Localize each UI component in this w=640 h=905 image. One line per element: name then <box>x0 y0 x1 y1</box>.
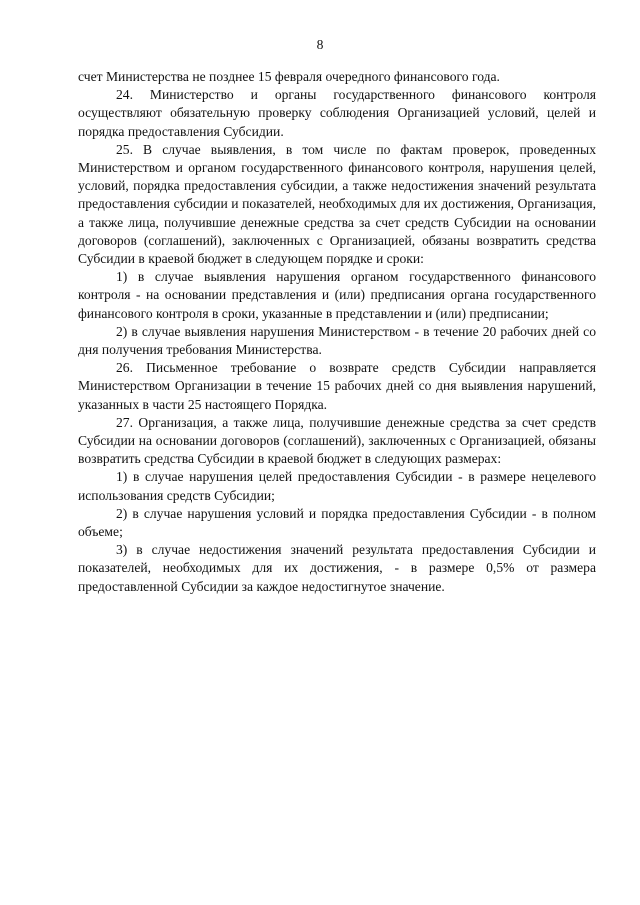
page-number: 8 <box>316 37 324 52</box>
paragraph-25-item-1: 1) в случае выявления нарушения органом государственного финансового контроля - на основании представления и (или) предписания органа государственного финансового контроля в сроки, указанные в представлении и (или) предписании; <box>78 269 596 321</box>
document-body <box>78 68 596 596</box>
paragraph-25: 25. В случае выявления, в том числе по фактам проверок, проведенных Министерством и органом государственного финансового контроля, нарушения целей, условий, порядка предоставления субсидии, а также недостижения значений результата предоставления субсидии и показателей, необходимых для их достижения, Организация, а также лица, получившие денежные средства за счет средств Субсидии на основании договоров (соглашений), заключенных с Организацией, обязаны возвратить средства Субсидии в краевой бюджет в следующем порядке и сроки: <box>78 141 596 267</box>
paragraph-27: 27. Организация, а также лица, получившие денежные средства за счет средств Субсидии на основании договоров (соглашений), заключенных с Организацией, обязаны возвратить средства Субсидии в краевой бюджет в следующих размерах: <box>78 414 596 467</box>
paragraph-continuation: счет Министерства не позднее 15 февраля очередного финансового года. <box>78 69 500 84</box>
paragraph-27-item-1: 1) в случае нарушения целей предоставления Субсидии - в размере нецелевого использования средств Субсидии; <box>78 469 596 503</box>
paragraph-27-item-3: 3) в случае недостижения значений результата предоставления Субсидии и показателей, необходимых для их достижения, - в размере 0,5% от размера предоставленной Субсидии за каждое недостигнутое значение. <box>78 542 596 594</box>
paragraph-27-item-2: 2) в случае нарушения условий и порядка предоставления Субсидии - в полном объеме; <box>78 505 596 540</box>
paragraph-26: 26. Письменное требование о возврате средств Субсидии направляется Министерством Организации в течение 15 рабочих дней со дня выявления нарушений, указанных в части 25 настоящего Порядка. <box>78 360 596 412</box>
paragraph-25-item-2: 2) в случае выявления нарушения Министерством - в течение 20 рабочих дней со дня получения требования Министерства. <box>78 323 596 358</box>
paragraph-24: 24. Министерство и органы государственного финансового контроля осуществляют обязательную проверку соблюдения Организацией условий, целей и порядка предоставления Субсидии. <box>78 87 596 139</box>
